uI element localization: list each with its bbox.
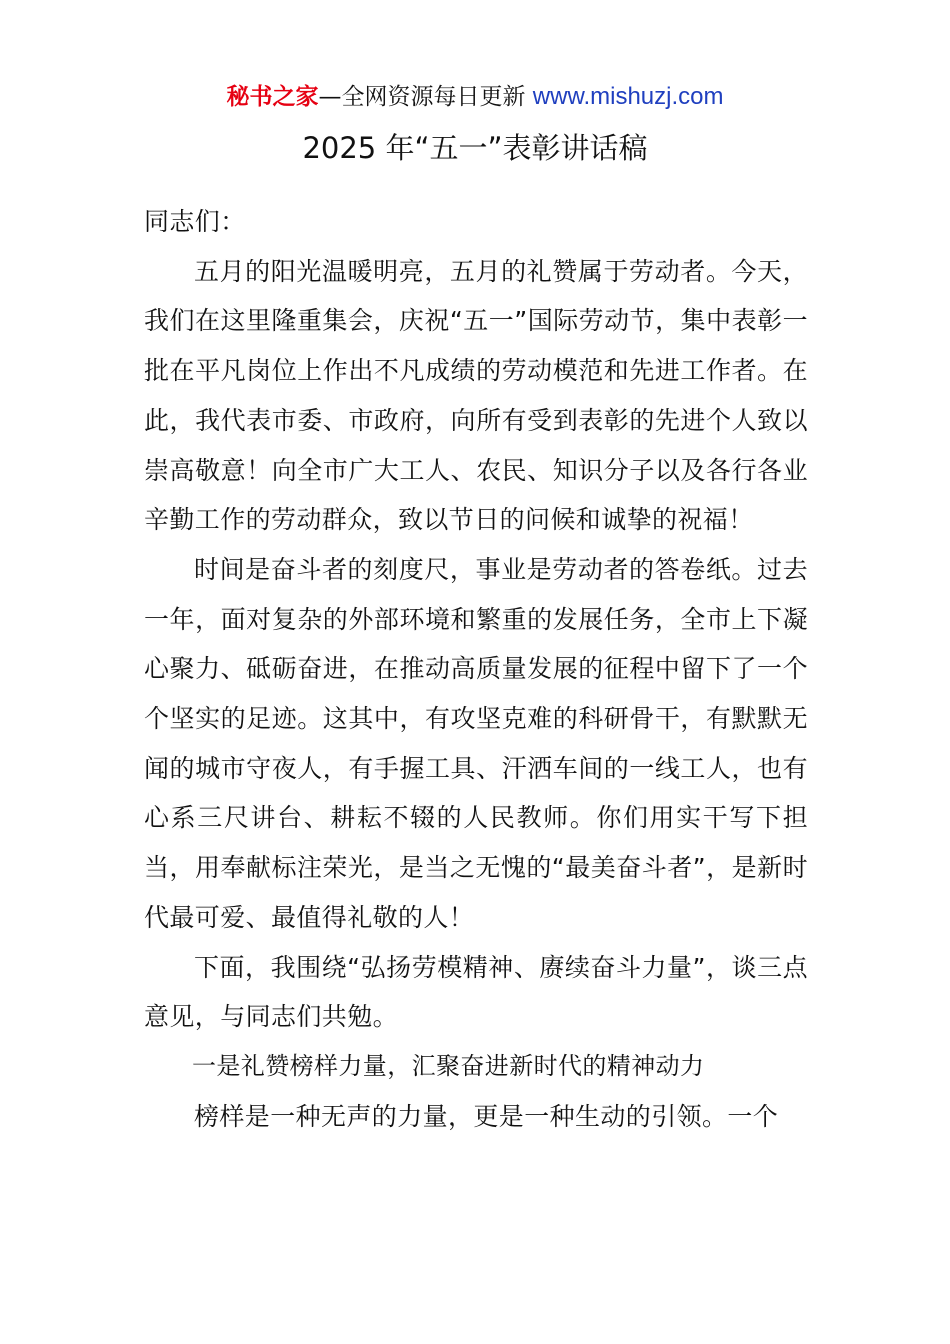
site-banner bbox=[0, 82, 950, 112]
site-url-link[interactable]: www.mishuzj.com bbox=[532, 83, 724, 110]
site-brand: 秘书之家 bbox=[226, 84, 319, 110]
site-tagline: —全网资源每日更新 bbox=[318, 84, 526, 110]
paragraph-outline: 下面，我围绕“弘扬劳模精神、赓续奋斗力量”，谈三点意见，与同志们共勉。 bbox=[144, 952, 808, 1032]
paragraph-opening: 五月的阳光温暖明亮，五月的礼赞属于劳动者。今天，我们在这里隆重集会，庆祝“五一”国际劳动节，集中表彰一批在平凡岗位上作出不凡成绩的劳动模范和先进工作者。在此，我代表市委、市政府，向所有受到表彰的先进个人致以崇高敬意！向全市广大工人、农民、知识分子以及各行各业辛勤工作的劳动群众，致以节日的问候和诚挚的祝福！ bbox=[144, 256, 808, 535]
section-heading: 一是礼赞榜样力量，汇聚奋进新时代的精神动力 bbox=[192, 1051, 705, 1080]
document-body bbox=[144, 197, 808, 1141]
salutation: 同志们： bbox=[144, 207, 246, 236]
section-paragraph: 榜样是一种无声的力量，更是一种生动的引领。一个 bbox=[194, 1101, 779, 1131]
paragraph-achievements: 时间是奋斗者的刻度尺，事业是劳动者的答卷纸。过去一年，面对复杂的外部环境和繁重的发展任务，全市上下凝心聚力、砥砺奋进，在推动高质量发展的征程中留下了一个个坚实的足迹。这其中，有攻坚克难的科研骨干，有默默无闻的城市守夜人，有手握工具、汗洒车间的一线工人，也有心系三尺讲台、耕耘不辍的人民教师。你们用实干写下担当，用奉献标注荣光，是当之无愧的“最美奋斗者”，是新时代最可爱、最值得礼敬的人！ bbox=[144, 554, 808, 932]
document-title: 2025 年“五一”表彰讲话稿 bbox=[302, 131, 648, 165]
